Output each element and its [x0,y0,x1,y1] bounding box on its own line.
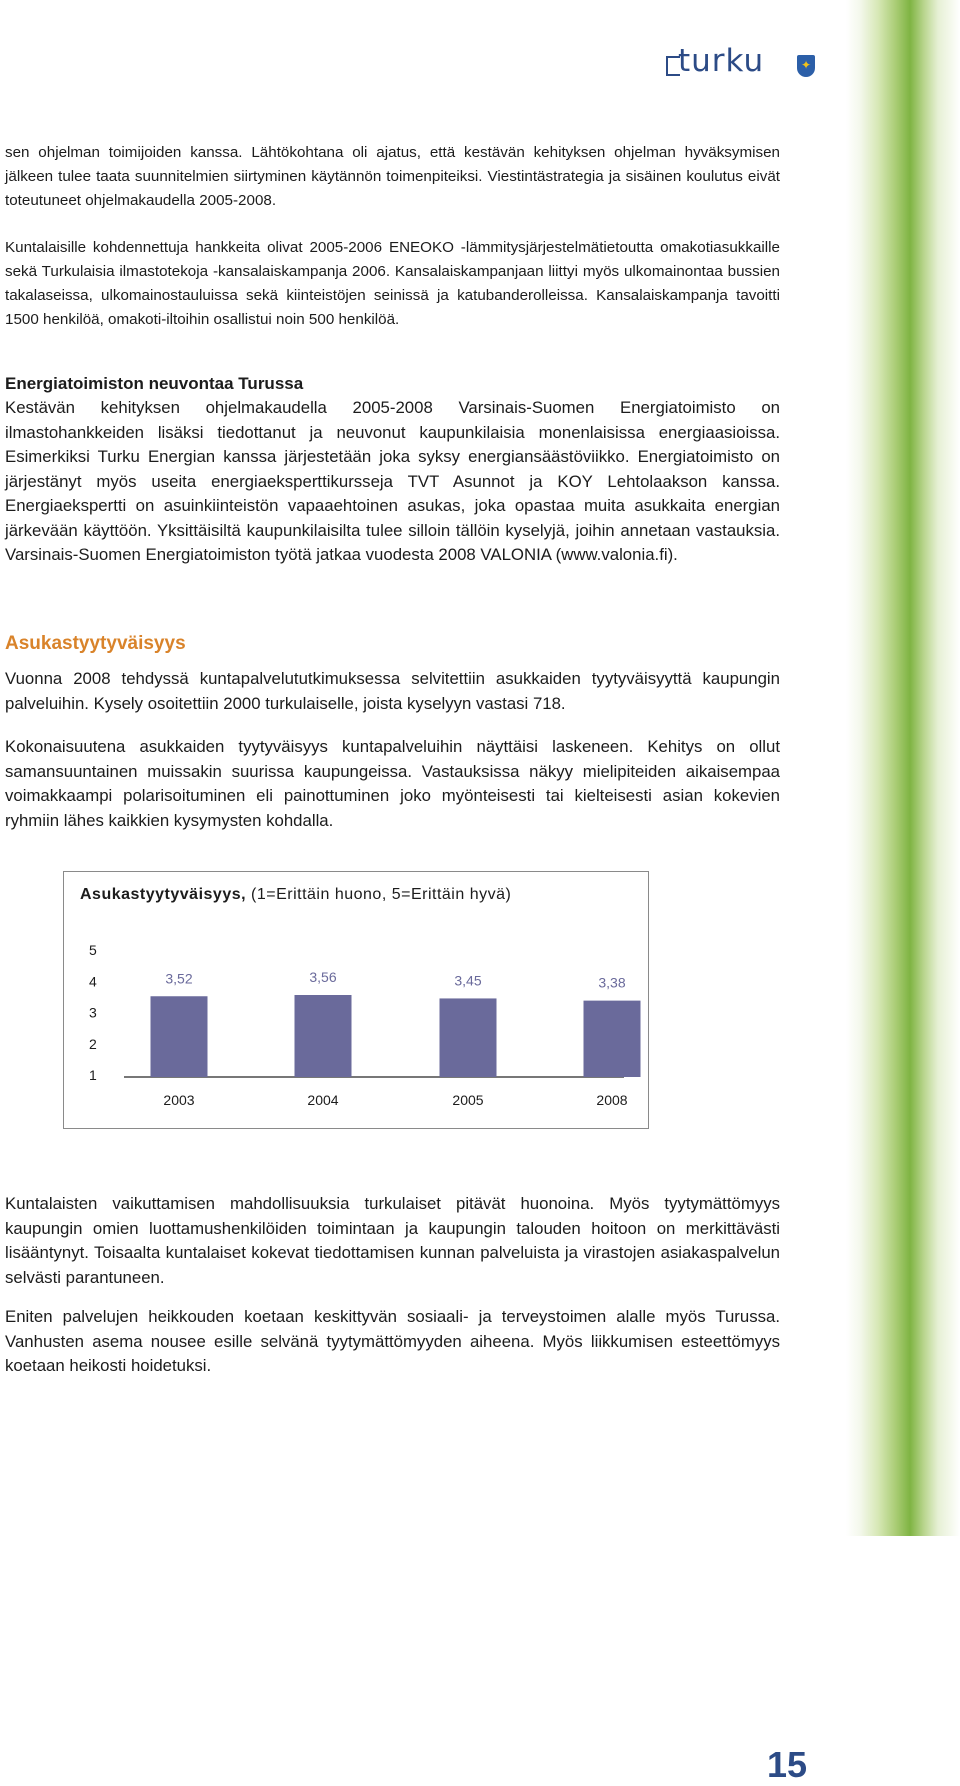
paragraph-6: Kuntalaisten vaikuttamisen mahdollisuuksia turkulaiset pitävät huonoina. Myös tyytymättömyys kaupungin omien luottamushenkilöiden toimintaan ja kaupungin talouden hoitoon on merkittävästi lisääntynyt. Toisaalta kuntalaiset kokevat tiedottamisen kunnan palveluista ja virastojen asiakaspalvelun selvästi parantuneen. [5,1194,780,1287]
chart-subtitle: (1=Erittäin huono, 5=Erittäin hyvä) [251,886,512,903]
paragraph-1: sen ohjelman toimijoiden kanssa. Lähtökohtana oli ajatus, että kestävän kehityksen ohjelman hyväksymisen jälkeen tulee taata suunnitelmien siirtyminen käytännön toimenpiteiksi. Viestintästrategia ja sisäinen koulutus eivät toteutuneet ohjelmakaudella 2005-2008. [5,144,780,209]
x-tick-label: 2005 [452,1092,484,1108]
bar-2003 [151,996,208,1077]
page-number: 15 [767,1744,808,1785]
bar-value-label: 3,52 [165,970,193,987]
x-tick-label: 2003 [163,1092,195,1108]
satisfaction-heading: Asukastyytyväisyys [5,633,186,654]
decorative-leaf-strip [846,0,960,1536]
y-tick-label: 5 [89,942,97,958]
y-tick-label: 2 [89,1035,97,1052]
logo-text: turku [678,43,765,79]
paragraph-3: Kestävän kehityksen ohjelmakaudella 2005-2008 Varsinais-Suomen Energiatoimisto on ilmastohankkeiden lisäksi tiedottanut ja neuvonut kaupunkilaisia monenlaisissa energiaasioissa. Esimerkiksi Turku Energian kanssa järjestetään joka syksy energiansäästöviikko. Energiatoimisto on järjestänyt myös useita energiaeksperttikursseja TVT Asunnot ja KOY Lehtolaakson kanssa. Energiaekspertti on asuinkiinteistön vapaaehtoinen asukas, joka opastaa muita asukkaita energian järkevään käyttöön. Yksittäisiltä kaupunkilaisilta tulee silloin tällöin kyselyjä, joihin annetaan vastauksia. Varsinais-Suomen Energiatoimiston työtä jatkaa vuodesta 2008 VALONIA (www.valonia.fi). [5,398,780,564]
coat-of-arms-icon: ✦ [797,55,815,77]
chart-title-main: Asukastyytyväisyys, [80,886,247,903]
paragraph-5: Kokonaisuutena asukkaiden tyytyväisyys kuntapalveluihin näyttäisi laskeneen. Kehitys on ollut samansuuntainen muissakin suurissa kaupungeissa. Vastauksissa näkyy mielipiteiden aikaisempaa voimakkaampi polarisoituminen eli painottuminen joko myönteisesti tai kielteisesti asian kokevien ryhmiin lähes kaikkien kysymysten kohdalla. [5,737,780,830]
bar-value-label: 3,38 [598,974,626,991]
bar-value-label: 3,56 [309,969,337,985]
bar-2008 [584,1001,641,1077]
y-tick-label: 4 [89,973,97,990]
x-tick-label: 2008 [596,1092,628,1108]
bar-2004 [295,995,352,1077]
turku-logo [666,43,816,86]
chart-plot [64,872,648,1128]
paragraph-4: Vuonna 2008 tehdyssä kuntapalvelututkimuksessa selvitettiin asukkaiden tyytyväisyyttä kaupungin palveluihin. Kysely osoitettiin 2000 turkulaiselle, joista kyselyyn vastasi 718. [5,669,780,713]
y-tick-label: 3 [89,1004,97,1021]
y-tick-label: 1 [89,1067,97,1083]
paragraph-2: Kuntalaisille kohdennettuja hankkeita olivat 2005-2006 ENEOKO -lämmitysjärjestelmätietoutta omakotiasukkaille sekä Turkulaisia ilmastotekoja -kansalaiskampanja 2006. Kansalaiskampanjaan liittyi myös ulkomainontaa bussien takalaseissa, ulkomainostauluissa sekä kiinteistöjen seinissä ja katubanderolleissa. Kansalaiskampanja tavoitti 1500 henkilöä, omakoti-iltoihin osallistui noin 500 henkilöä. [5,239,780,328]
bar-2005 [440,998,497,1077]
paragraph-7: Eniten palvelujen heikkouden koetaan keskittyvän sosiaali- ja terveystoimen alalle myös Turussa. Vanhusten asema nousee esille selvänä tyytymättömyyden aiheena. Myös liikkumisen esteettömyys koetaan heikosti hoidetuksi. [5,1307,780,1375]
satisfaction-chart [63,871,649,1129]
energy-heading: Energiatoimiston neuvontaa Turussa [5,374,304,393]
x-tick-label: 2004 [307,1092,339,1108]
bar-value-label: 3,45 [454,972,482,989]
